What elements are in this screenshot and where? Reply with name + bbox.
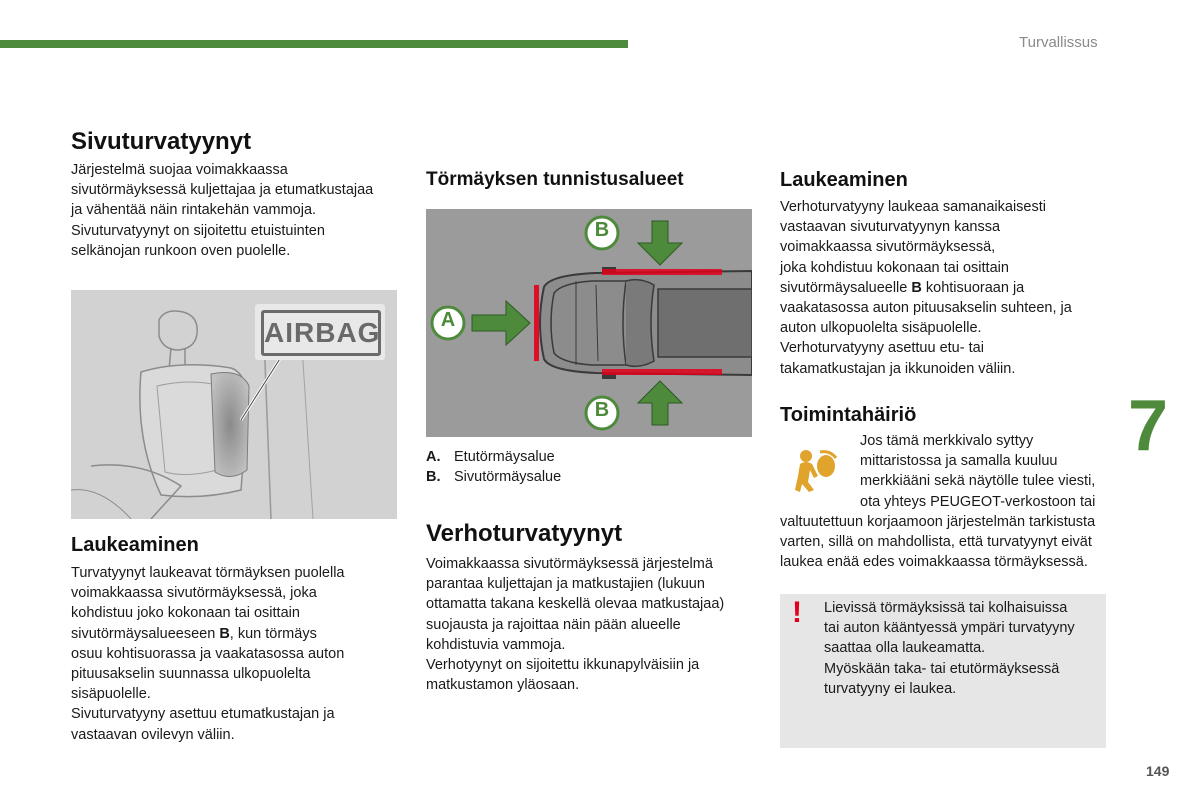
- col3-deploy-p1: Verhoturvatyyny laukeaa samanaikaisesti vastaavan sivuturvatyynyn kanssa voimakkaassa sivutörmäyksessä, joka kohdistuu kokonaan tai osittain sivutörmäysalueelle B kohtisuoraan ja vaakatasossa auton pituusakselin suhteen, ja auton ulkopuolelta sisäpuolelle.: [780, 199, 1072, 337]
- impact-zones-diagram: [426, 209, 752, 437]
- chapter-number: 7: [1128, 386, 1169, 466]
- col3-deploy-heading: Laukeaminen: [780, 169, 908, 191]
- col1-deploy-heading: Laukeaminen: [71, 534, 199, 556]
- col3-deploy-text: [780, 197, 1120, 379]
- seat-airbag-figure: [71, 290, 397, 519]
- zone-b-badge-top: B: [594, 219, 610, 241]
- warning-icon: !: [792, 596, 802, 629]
- side-airbags-title: Sivuturvatyynyt: [71, 128, 252, 155]
- zone-b-badge-bottom: B: [594, 399, 610, 421]
- curtain-airbags-title: Verhoturvatyynyt: [426, 520, 623, 547]
- col1-deploy-p1: Turvatyynyt laukeavat törmäyksen puolella voimakkaassa sivutörmäyksessä, joka kohdistuu joko kokonaan tai osittain sivutörmäysalueeseen B, kun törmäys osuu kohtisuorassa ja vaakatasossa auton pituusakselin suunnassa ulkopuolelta sisäpuolelle.: [71, 565, 345, 703]
- intro-text: Järjestelmä suojaa voimakkaassa sivutörmäyksessä kuljettajaa ja etumatkustajaa ja vähentää näin rintakehän vammoja. Sivuturvatyynyt on sijoitettu etuistuinten selkänojan runkoon oven puolelle.: [71, 162, 374, 259]
- page-number: 149: [1146, 763, 1170, 779]
- zones-heading: Törmäyksen tunnistusalueet: [426, 169, 684, 190]
- curtain-airbags-text: [426, 554, 766, 695]
- airbag-label: AIRBAG: [261, 310, 381, 356]
- section-title: Turvallissus: [1019, 34, 1098, 51]
- zone-a-badge: A: [440, 309, 456, 331]
- curtain-p2: Verhotyynyt on sijoitettu ikkunapylväisiin ja matkustamon yläosaan.: [426, 657, 700, 694]
- malfunction-rest-text: valtuutettuun korjaamoon järjestelmän tarkistusta varten, sillä on mahdollista, että turvatyynyt eivät laukea enää edes voimakkaassa törmäyksessä.: [780, 514, 1096, 571]
- malfunction-heading: Toimintahäiriö: [780, 404, 917, 426]
- col1-deploy-p2: Sivuturvatyyny asettuu etumatkustajan ja vastaavan ovilevyn väliin.: [71, 706, 335, 743]
- legend-item: A. Etutörmäysalue: [426, 449, 555, 465]
- col3-deploy-p2: Verhoturvatyyny asettuu etu- tai takamatkustajan ja ikkunoiden väliin.: [780, 340, 1016, 377]
- col1-deploy-text: [71, 563, 411, 745]
- warning-text: Lievissä törmäyksissä tai kolhaisuissa tai auton kääntyessä ympäri turvatyyny saattaa olla laukeamatta. Myöskään taka- tai etutörmäyksessä turvatyyny ei laukea.: [824, 600, 1075, 697]
- legend-item: B. Sivutörmäysalue: [426, 469, 562, 485]
- zones-legend: [426, 447, 726, 487]
- side-airbags-intro: [71, 160, 411, 261]
- curtain-p1: Voimakkaassa sivutörmäyksessä järjestelmä parantaa kuljettajan ja matkustajien (lukuun ottamatta takana keskellä olevaa matkustajaa) suojausta ja rajoittaa näin pään alueelle kohdistuvia vammoja.: [426, 556, 725, 653]
- malfunction-indented-text: Jos tämä merkkivalo syttyy mittaristossa ja samalla kuuluu merkkiääni sekä näytölle tulee viesti, ota yhteys PEUGEOT-verkostoon tai: [860, 433, 1096, 510]
- airbag-warning-light-icon: [792, 446, 842, 492]
- header-accent-bar: [0, 40, 628, 48]
- warning-box: [780, 594, 1106, 748]
- airbag-label-box: [255, 304, 385, 360]
